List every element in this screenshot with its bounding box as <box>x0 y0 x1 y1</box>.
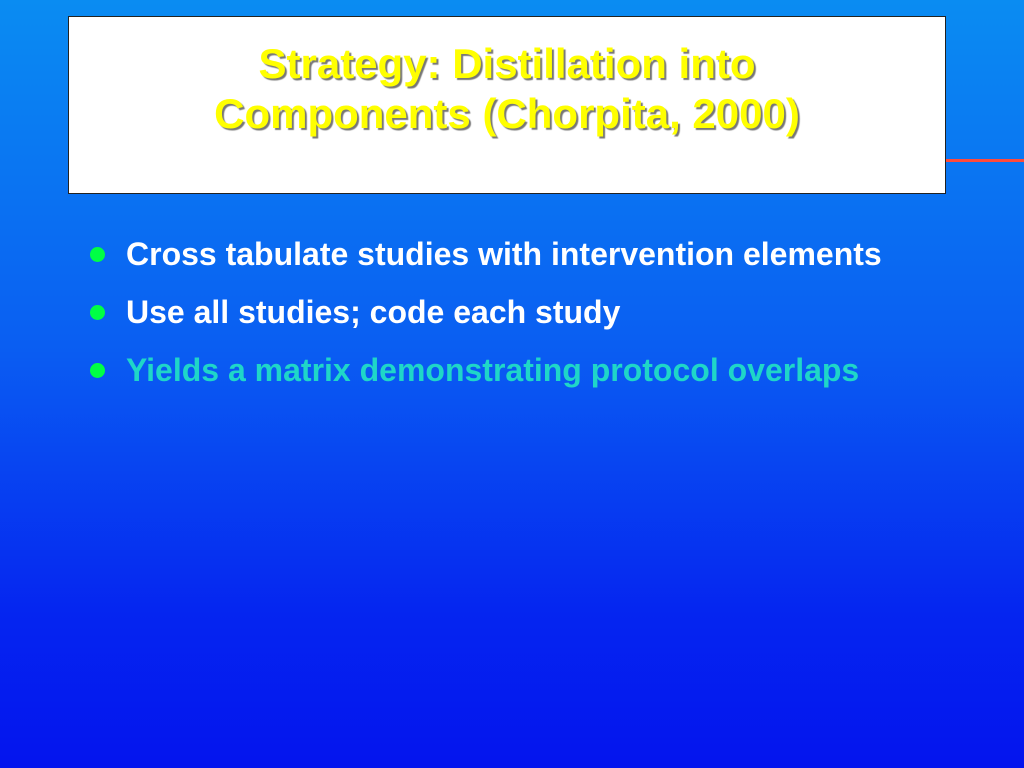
bullet-dot-icon <box>90 363 105 378</box>
accent-line <box>946 159 1024 162</box>
bullet-text-highlighted: Yields a matrix demonstrating protocol overlaps <box>126 352 860 388</box>
title-line-1: Strategy: Distillation into <box>258 40 756 87</box>
bullet-item <box>88 230 908 278</box>
title-line-2: Components (Chorpita, 2000) <box>214 90 800 137</box>
slide-title <box>69 39 945 139</box>
title-box <box>68 16 946 194</box>
bullet-item <box>88 288 908 336</box>
bullet-list <box>88 230 908 404</box>
bullet-dot-icon <box>90 305 105 320</box>
bullet-item <box>88 346 908 394</box>
bullet-text: Use all studies; code each study <box>126 294 621 330</box>
bullet-dot-icon <box>90 247 105 262</box>
bullet-text: Cross tabulate studies with intervention elements <box>126 236 882 272</box>
